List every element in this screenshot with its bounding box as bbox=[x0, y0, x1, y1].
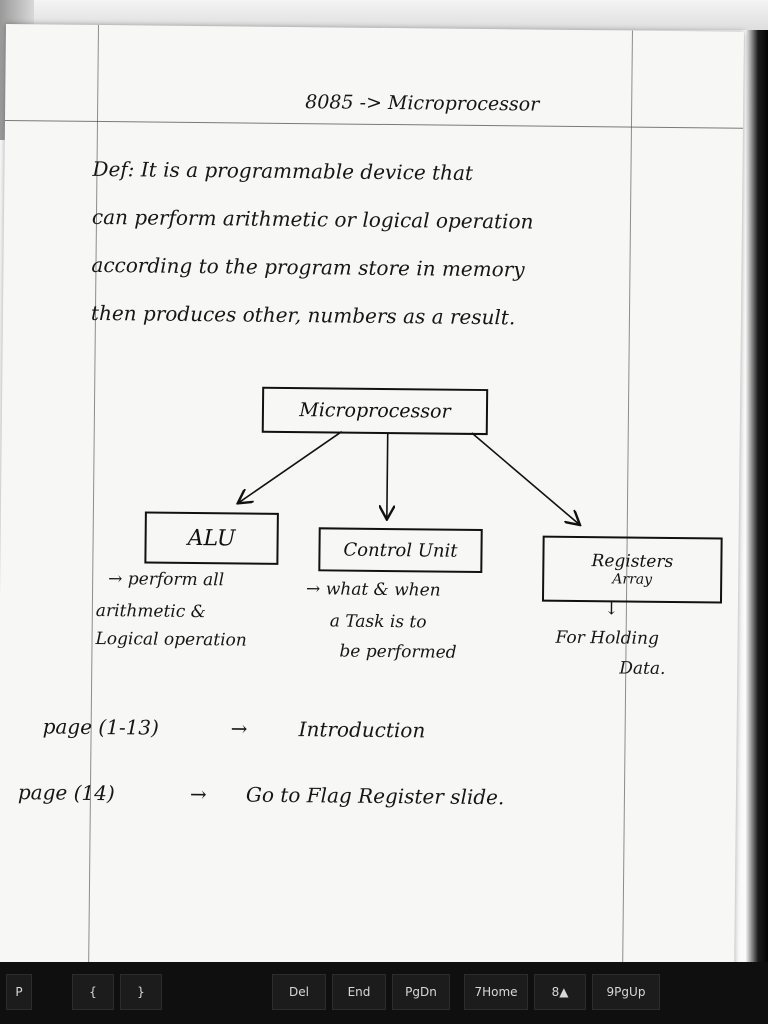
arrow-to-control-unit bbox=[387, 434, 388, 518]
key-p: P bbox=[6, 974, 32, 1010]
page-title: 8085 -> Microprocessor bbox=[305, 91, 540, 116]
definition-line-4: then produces other, numbers as a result. bbox=[90, 300, 516, 330]
arrow-to-registers bbox=[471, 433, 580, 524]
key-9-pgup: 9PgUp bbox=[592, 974, 660, 1010]
registers-desc-2: Data. bbox=[619, 658, 666, 679]
control-unit-desc-2: a Task is to bbox=[329, 611, 427, 633]
registers-sublabel: Array bbox=[612, 571, 653, 588]
key-end: End bbox=[332, 974, 386, 1010]
page-ref-1-target: Introduction bbox=[298, 717, 426, 743]
diagram-alu-box bbox=[144, 511, 279, 564]
diagram-registers-box bbox=[542, 536, 723, 604]
registers-desc-arrow: ↓ bbox=[603, 598, 620, 620]
definition-line-1: Def: It is a programmable device that bbox=[92, 156, 474, 185]
alu-desc-2: arithmetic & bbox=[95, 600, 206, 623]
key-7-home: 7Home bbox=[464, 974, 528, 1010]
alu-label: ALU bbox=[187, 525, 236, 551]
page-ref-1-arrow: → bbox=[230, 716, 248, 741]
keyboard-strip bbox=[0, 962, 768, 1024]
alu-desc-3: Logical operation bbox=[95, 628, 247, 651]
page-ref-2-target: Go to Flag Register slide. bbox=[245, 782, 505, 810]
registers-label: Registers bbox=[591, 551, 674, 573]
page-ref-2-pages: page (14) bbox=[17, 780, 115, 806]
page-ref-2-arrow: → bbox=[189, 781, 207, 807]
control-unit-desc-3: be performed bbox=[339, 641, 457, 663]
notebook-page bbox=[0, 24, 744, 972]
definition-line-2: can perform arithmetic or logical operation bbox=[91, 204, 534, 234]
key-close-brace: } bbox=[120, 974, 162, 1010]
key-8-up: 8▲ bbox=[534, 974, 586, 1010]
page-ref-1-pages: page (1-13) bbox=[42, 714, 160, 740]
photo-background-right bbox=[746, 30, 768, 970]
key-open-brace: { bbox=[72, 974, 114, 1010]
registers-desc-1: For Holding bbox=[555, 627, 659, 649]
key-del: Del bbox=[272, 974, 326, 1010]
key-pgdn: PgDn bbox=[392, 974, 450, 1010]
control-unit-label: Control Unit bbox=[343, 539, 458, 562]
diagram-root-label: Microprocessor bbox=[299, 399, 451, 423]
alu-desc-1: → perform all bbox=[108, 569, 225, 591]
control-unit-desc-1: → what & when bbox=[305, 579, 441, 601]
arrow-to-alu bbox=[239, 430, 342, 503]
diagram-arrows bbox=[0, 24, 744, 972]
definition-line-3: according to the program store in memory bbox=[91, 252, 525, 282]
diagram-control-unit-box bbox=[318, 527, 482, 573]
